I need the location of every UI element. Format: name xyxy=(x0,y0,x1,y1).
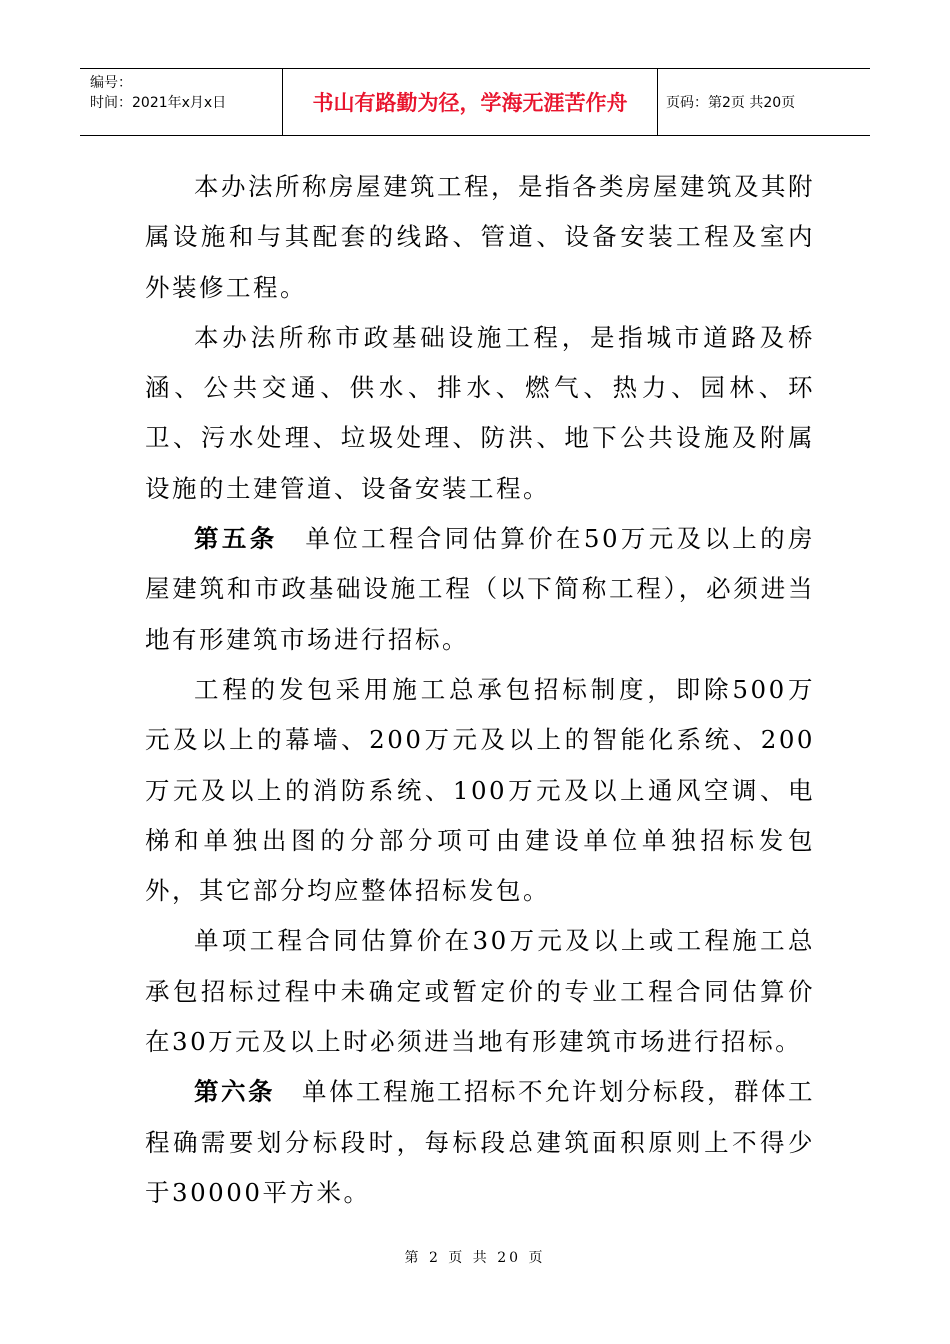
paragraph xyxy=(145,665,815,916)
header-motto: 书山有路勤为径，学海无涯苦作舟 xyxy=(283,69,658,135)
document-body xyxy=(145,162,815,1218)
paragraph-text: 单位工程合同估算价在50万元及以上的房屋建筑和市政基础设施工程（以下简称工程），必须进当地有形建筑市场进行招标。 xyxy=(145,524,815,654)
paragraph-text: 本办法所称房屋建筑工程，是指各类房屋建筑及其附属设施和与其配套的线路、管道、设备安装工程及室内外装修工程。 xyxy=(145,172,815,302)
paragraph-text: 单体工程施工招标不允许划分标段，群体工程确需要划分标段时，每标段总建筑面积原则上不得少于30000平方米。 xyxy=(145,1077,815,1207)
article-heading: 第五条 xyxy=(194,524,278,554)
paragraph xyxy=(145,1067,815,1218)
paragraph xyxy=(145,916,815,1067)
document-time-label: 时间：2021年x月x日 xyxy=(90,95,227,111)
header-page-info: 页码：第2页 共20页 xyxy=(666,95,796,111)
page-header xyxy=(80,68,870,136)
page-footer: 第 2 页 共 20 页 xyxy=(404,1250,546,1266)
paragraph xyxy=(145,514,815,665)
paragraph xyxy=(145,313,815,514)
paragraph-text: 单项工程合同估算价在30万元及以上或工程施工总承包招标过程中未确定或暂定价的专业工程合同估算价在30万元及以上时必须进当地有形建筑市场进行招标。 xyxy=(145,926,815,1057)
paragraph-text: 本办法所称市政基础设施工程，是指城市道路及桥涵、公共交通、供水、排水、燃气、热力、园林、环卫、污水处理、垃圾处理、防洪、地下公共设施及附属设施的土建管道、设备安装工程。 xyxy=(145,322,815,503)
article-heading: 第六条 xyxy=(194,1077,275,1107)
paragraph-text: 工程的发包采用施工总承包招标制度，即除500万元及以上的幕墙、200万元及以上的智能化系统、200万元及以上的消防系统、100万元及以上通风空调、电梯和单独出图的分部分项可由建设单位单独招标发包外，其它部分均应整体招标发包。 xyxy=(145,674,815,906)
document-number-label: 编号： xyxy=(90,75,132,91)
header-meta xyxy=(80,69,283,135)
paragraph xyxy=(145,162,815,313)
